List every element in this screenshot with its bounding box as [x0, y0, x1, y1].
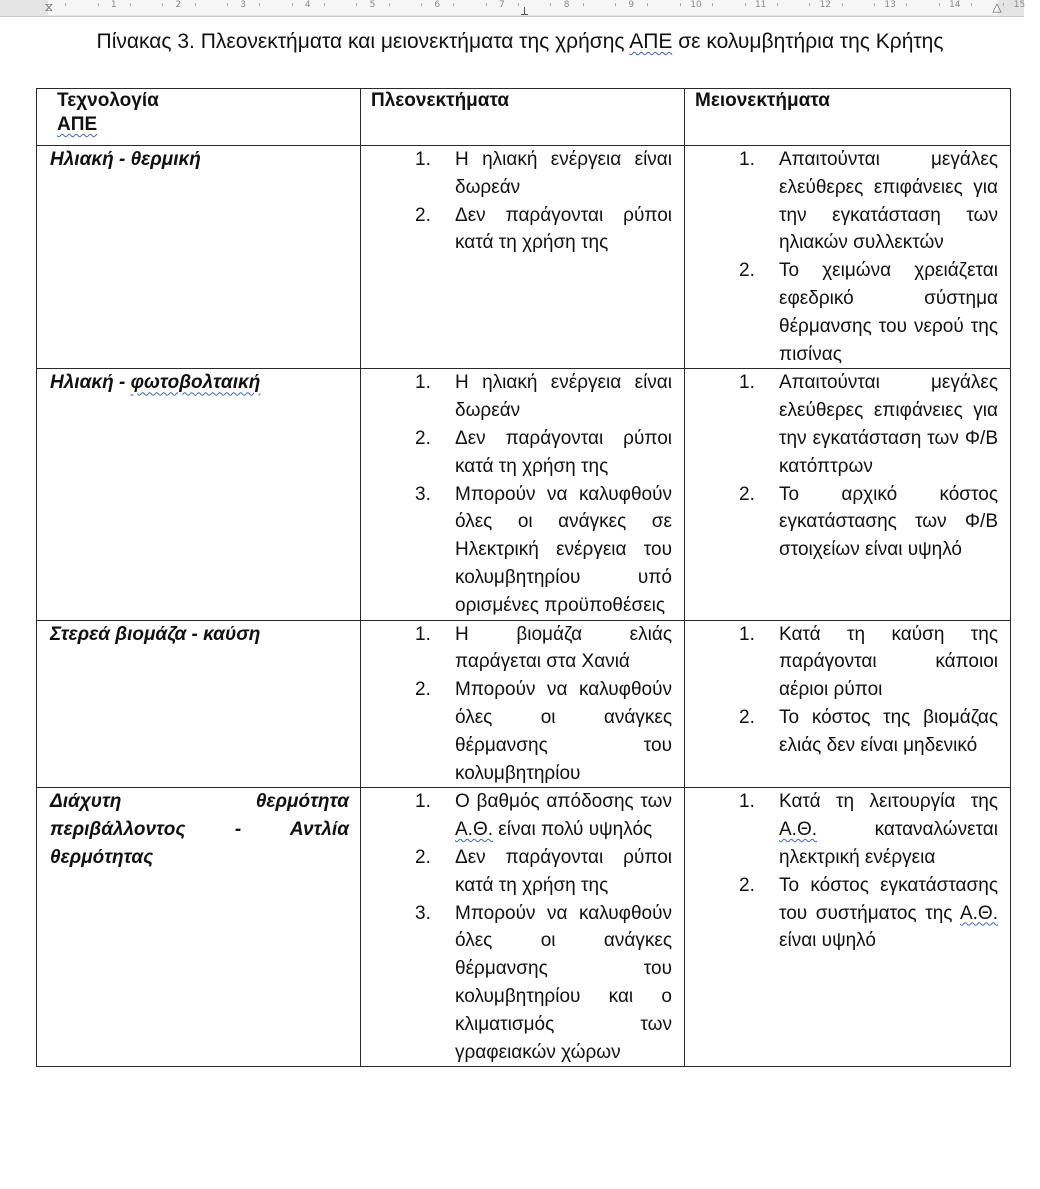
list-item-text: Μπορούν να καλυφθούν όλες οι ανάγκες θέρμανσης του κολυμβητηρίου	[455, 679, 672, 784]
caption-text-end: σε κολυμβητήρια της Κρήτης	[672, 30, 944, 53]
ruler-number: 2	[175, 0, 182, 10]
list-number: 1.	[415, 372, 431, 394]
header-disadvantages-label: Μειονεκτήματα	[695, 90, 830, 111]
list-item-text: Δεν παράγονται ρύποι κατά τη χρήση της	[455, 846, 672, 896]
list-item-text: Το κόστος της βιομάζας ελιάς δεν είναι μηδενικό	[779, 706, 998, 756]
list-item	[361, 621, 684, 677]
ruler-tick	[939, 3, 940, 6]
ruler-number: 1	[110, 0, 117, 10]
caption-text-start: Πίνακας 3. Πλεονεκτήματα και μειονεκτήματα της χρήσης	[96, 30, 630, 53]
advantages-list	[361, 369, 684, 619]
disadvantages-list	[685, 621, 1010, 760]
table-header-row	[37, 89, 1011, 146]
list-item	[361, 844, 684, 900]
list-number: 1.	[739, 372, 755, 394]
list-number: 2.	[739, 483, 755, 505]
disadvantages-cell	[685, 620, 1011, 788]
list-item-text: Το κόστος εγκατάστασης του συστήματος της Α.Θ. είναι υψηλό	[779, 874, 998, 952]
list-item-text: Ο βαθμός απόδοσης των Α.Θ. είναι πολύ υψηλός	[455, 791, 672, 841]
technology-cell	[37, 620, 361, 788]
list-number: 2.	[415, 846, 431, 868]
list-item-text: Δεν παράγονται ρύποι κατά τη χρήση της	[455, 204, 672, 254]
header-disadvantages	[685, 89, 1011, 146]
ruler-tick	[227, 3, 228, 6]
list-item	[685, 704, 1010, 760]
list-number: 2.	[415, 204, 431, 226]
list-item	[685, 257, 1010, 368]
disadvantages-list	[685, 369, 1010, 564]
ruler-number: 4	[304, 0, 311, 10]
list-number: 1.	[739, 791, 755, 813]
tab-stop-marker-icon[interactable]	[524, 7, 525, 15]
header-technology-ape: ΑΠΕ	[57, 114, 98, 135]
left-indent-marker-icon[interactable]: ⧖	[44, 0, 54, 14]
technology-name: Ηλιακή -	[50, 372, 131, 394]
list-item-text: Η ηλιακή ενέργεια είναι δωρεάν	[455, 372, 672, 422]
ruler-tick	[292, 3, 293, 6]
advantages-cell	[361, 788, 685, 1067]
list-item	[361, 788, 684, 844]
table-row	[37, 369, 1011, 620]
list-number: 1.	[739, 623, 755, 645]
horizontal-ruler[interactable]	[0, 0, 1024, 17]
header-advantages	[361, 89, 685, 146]
ruler-tick	[453, 3, 454, 6]
ruler-number: 3	[240, 0, 246, 10]
list-number: 2.	[739, 260, 755, 282]
list-item-text: Κατά τη λειτουργία της Α.Θ. καταναλώνεται ηλεκτρική ενέργεια	[779, 791, 998, 868]
list-number: 1.	[415, 791, 431, 813]
list-item-text: Δεν παράγονται ρύποι κατά τη χρήση της	[455, 427, 672, 477]
ruler-tick	[971, 3, 972, 6]
ruler-number: 8	[563, 0, 570, 10]
advantages-list	[361, 788, 684, 1066]
table-row	[37, 788, 1011, 1067]
list-number: 1.	[739, 149, 755, 170]
list-number: 3.	[415, 902, 431, 924]
list-item	[361, 481, 684, 620]
list-item	[685, 788, 1010, 871]
advantages-list	[361, 621, 684, 788]
advantages-list	[361, 146, 684, 257]
list-item	[361, 146, 684, 202]
ruler-tick	[65, 3, 66, 6]
ruler-number: 15	[1013, 0, 1026, 10]
list-number: 2.	[415, 679, 431, 701]
ape-comparison-table	[36, 88, 1011, 1067]
header-technology	[37, 89, 361, 146]
list-item	[685, 621, 1010, 704]
header-advantages-label: Πλεονεκτήματα	[371, 90, 510, 111]
list-item-text: Το αρχικό κόστος εγκατάστασης των Φ/Β στοιχείων είναι υψηλό	[779, 483, 998, 561]
ruler-number: 9	[628, 0, 635, 10]
ruler-number: 12	[819, 0, 832, 10]
ruler-tick	[647, 3, 648, 6]
ruler-tick	[906, 3, 907, 6]
list-number: 1.	[415, 623, 431, 645]
list-item	[361, 369, 684, 425]
ruler-tick	[421, 3, 422, 6]
list-item-text: Μπορούν να καλυφθούν όλες οι ανάγκες σε Ηλεκτρική ενέργεια του κολυμβητηρίου υπό ορισμένες προϋποθέσεις	[455, 483, 672, 616]
list-item	[685, 369, 1010, 480]
list-item-text: Απαιτούνται μεγάλες ελεύθερες επιφάνειες για την εγκατάσταση των Φ/Β κατόπτρων	[779, 372, 998, 477]
list-item-text: Η ηλιακή ενέργεια είναι δωρεάν	[455, 149, 672, 198]
ruler-tick	[356, 3, 357, 6]
list-item	[361, 425, 684, 481]
list-number: 2.	[739, 706, 755, 728]
right-indent-marker-icon[interactable]: △	[992, 0, 1002, 14]
list-item-text: Κατά τη καύση της παράγονται κάποιοι αέριοι ρύποι	[779, 623, 998, 701]
ruler-tick	[518, 3, 519, 6]
ruler-tick	[583, 3, 584, 6]
technology-name: Ηλιακή - θερμική	[50, 149, 201, 170]
technology-name: Διάχυτη θερμότητα περιβάλλοντος - Αντλία θερμότητας	[50, 791, 349, 869]
table-row	[37, 620, 1011, 788]
ruler-tick	[712, 3, 713, 6]
list-item	[361, 676, 684, 787]
ruler-tick	[162, 3, 163, 6]
ruler-tick	[874, 3, 875, 6]
ruler-number: 6	[434, 0, 441, 10]
advantages-cell	[361, 369, 685, 620]
ruler-tick	[195, 3, 196, 6]
list-item	[685, 872, 1010, 955]
technology-cell	[37, 369, 361, 620]
header-technology-prefix: Τεχνολογία	[57, 90, 159, 111]
ruler-tick	[259, 3, 260, 6]
list-number: 2.	[415, 427, 431, 449]
list-item	[361, 202, 684, 258]
list-number: 1.	[415, 149, 431, 170]
ruler-tick	[777, 3, 778, 6]
technology-cell	[37, 788, 361, 1067]
ruler-number: 7	[499, 0, 505, 10]
ruler-tick	[680, 3, 681, 6]
caption-ape: ΑΠΕ	[629, 30, 673, 53]
ruler-number: 13	[884, 0, 896, 10]
list-number: 2.	[739, 874, 755, 896]
ruler-tick	[809, 3, 810, 6]
list-item-text: Η βιομάζα ελιάς παράγεται στα Χανιά	[455, 623, 672, 673]
table-caption	[0, 30, 1040, 54]
advantages-cell	[361, 620, 685, 788]
technology-cell	[37, 146, 361, 369]
ruler-tick	[550, 3, 551, 6]
list-item-text: Το χειμώνα χρειάζεται εφεδρικό σύστημα θέρμανσης του νερού της πισίνας	[779, 260, 998, 365]
technology-name: φωτοβολταική	[130, 372, 261, 394]
ruler-tick	[842, 3, 843, 6]
ruler-number: 5	[369, 0, 376, 10]
disadvantages-cell	[685, 146, 1011, 369]
list-number: 3.	[415, 483, 431, 505]
technology-name: Στερεά βιομάζα - καύση	[50, 623, 261, 645]
ruler-number: 11	[754, 0, 767, 10]
ruler-tick	[745, 3, 746, 6]
disadvantages-cell	[685, 788, 1011, 1067]
ruler-tick	[1003, 3, 1004, 6]
disadvantages-list	[685, 788, 1010, 955]
list-item	[685, 146, 1010, 257]
list-item	[361, 900, 684, 1067]
advantages-cell	[361, 146, 685, 369]
list-item-text: Απαιτούνται μεγάλες ελεύθερες επιφάνειες για την εγκατάσταση των ηλιακών συλλεκτών	[779, 149, 998, 254]
ruler-tick	[324, 3, 325, 6]
list-item-text: Μπορούν να καλυφθούν όλες οι ανάγκες θέρμανσης του κολυμβητηρίου και ο κλιματισμός των γραφειακών χώρων	[455, 902, 672, 1063]
ruler-tick	[615, 3, 616, 6]
ruler-tick	[389, 3, 390, 6]
ruler-number: 14	[949, 0, 961, 10]
ruler-tick	[98, 3, 99, 6]
ruler-number: 10	[690, 0, 702, 10]
ruler-tick	[486, 3, 487, 6]
ruler-text-area	[48, 0, 998, 15]
table-row	[37, 146, 1011, 369]
disadvantages-cell	[685, 369, 1011, 620]
ruler-tick	[130, 3, 131, 6]
list-item	[685, 481, 1010, 564]
disadvantages-list	[685, 146, 1010, 368]
